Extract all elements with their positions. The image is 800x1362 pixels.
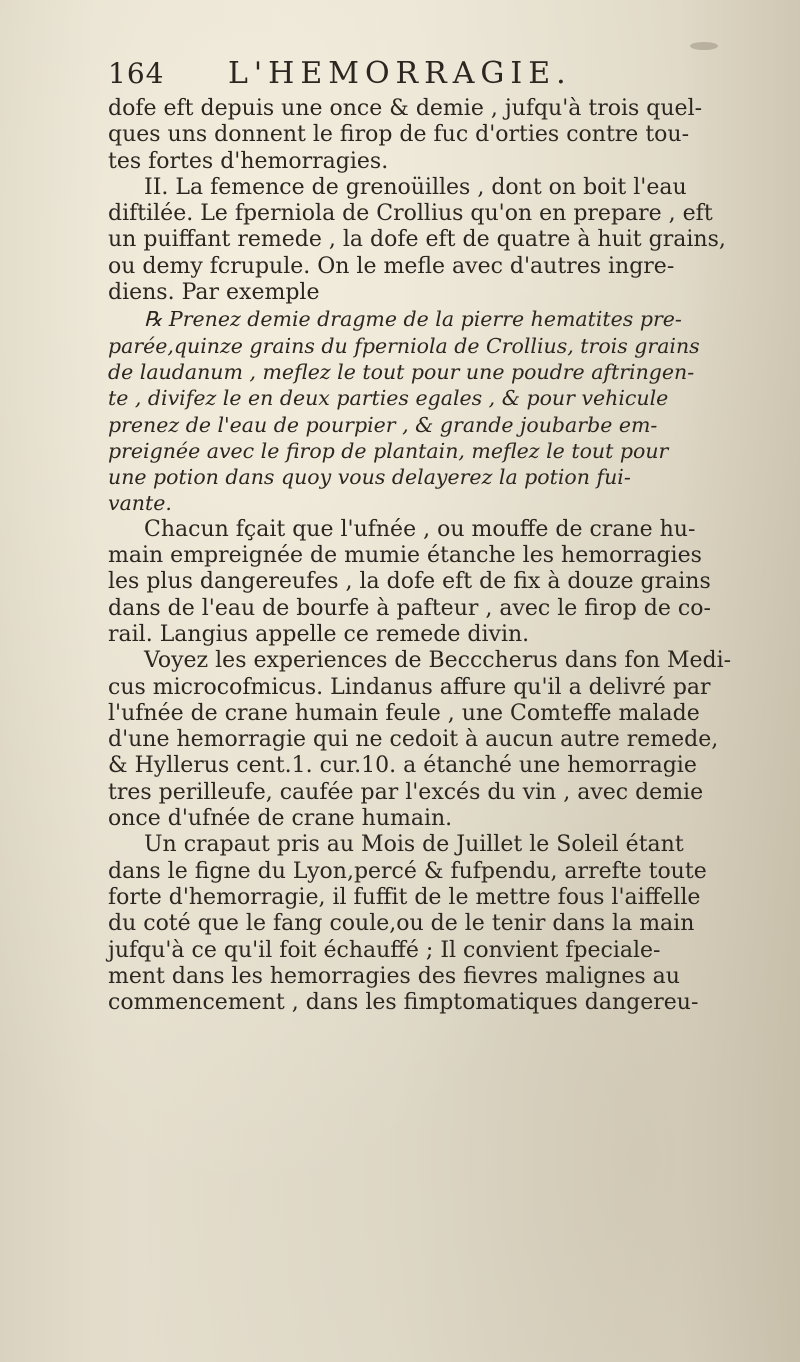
text-line: jufqu'à ce qu'il foit échauffé ; Il convient fpeciale- bbox=[108, 937, 661, 963]
text-line: tres perilleufe, caufée par l'excés du vin , avec demie bbox=[108, 779, 704, 805]
text-line: main empreignée de mumie étanche les hemorragies bbox=[108, 543, 702, 569]
text-line: forte d'hemorragie, il fuffit de le mettre fous l'aiffelle bbox=[108, 884, 701, 910]
text-line: Voyez les experiences de Becccherus dans fon Medi- bbox=[144, 648, 732, 674]
text-line: ques uns donnent le firop de fuc d'orties contre tou- bbox=[108, 122, 690, 148]
text-line: & Hyllerus cent.1. cur.10. a étanché une hemorragie bbox=[108, 753, 697, 779]
text-line: diftilée. Le fperniola de Crollius qu'on en prepare , eft bbox=[108, 201, 713, 227]
text-line: te , divifez le en deux parties egales , & pour vehicule bbox=[108, 386, 669, 411]
text-line: prenez de l'eau de pourpier , & grande joubarbe em- bbox=[108, 412, 658, 437]
running-head: L'HEMORRAGIE. bbox=[228, 56, 572, 91]
text-line: ℞ Prenez demie dragme de la pierre hematites pre- bbox=[144, 307, 682, 332]
text-line: du coté que le fang coule,ou de le tenir dans la main bbox=[108, 911, 695, 937]
text-line: II. La femence de grenoüilles , dont on boit l'eau bbox=[144, 174, 687, 200]
text-line: un puiffant remede , la dofe eft de quatre à huit grains, bbox=[108, 227, 726, 253]
text-line: dans le figne du Lyon,percé & fufpendu, arrefte toute bbox=[108, 858, 707, 884]
text-line: diens. Par exemple bbox=[108, 280, 320, 306]
text-line: Chacun fçait que l'ufnée , ou mouffe de crane hu- bbox=[144, 516, 696, 542]
text-line: ou demy fcrupule. On le mefle avec d'autres ingre- bbox=[108, 253, 675, 279]
text-line: vante. bbox=[108, 491, 172, 516]
text-line: commencement , dans les fimptomatiques dangereu- bbox=[108, 990, 699, 1016]
paper-stain bbox=[690, 42, 718, 50]
text-line: dans de l'eau de bourfe à pafteur , avec le firop de co- bbox=[108, 595, 711, 621]
page-text bbox=[108, 56, 778, 1016]
text-line: parée,quinze grains du fperniola de Crollius, trois grains bbox=[108, 333, 700, 358]
page-number: 164 bbox=[108, 57, 165, 90]
text-line: dofe eft depuis une once & demie , jufqu'à trois quel- bbox=[108, 96, 703, 121]
text-line: d'une hemorragie qui ne cedoit à aucun autre remede, bbox=[108, 727, 719, 753]
text-line: cus microcofmicus. Lindanus affure qu'il a delivré par bbox=[108, 674, 711, 700]
page-header bbox=[108, 56, 778, 96]
text-line: once d'ufnée de crane humain. bbox=[108, 806, 453, 832]
text-line: l'ufnée de crane humain feule , une Comteffe malade bbox=[108, 700, 700, 726]
text-line: rail. Langius appelle ce remede divin. bbox=[108, 621, 530, 647]
text-line: ment dans les hemorragies des fievres malignes au bbox=[108, 963, 680, 989]
text-line: tes fortes d'hemorragies. bbox=[108, 148, 389, 174]
text-line: les plus dangereufes , la dofe eft de fix à douze grains bbox=[108, 569, 711, 595]
text-line: Un crapaut pris au Mois de Juillet le Soleil étant bbox=[144, 832, 684, 858]
text-line: une potion dans quoy vous delayerez la potion fui- bbox=[108, 465, 631, 490]
text-line: de laudanum , meflez le tout pour une poudre aftringen- bbox=[108, 359, 695, 384]
text-line: preignée avec le firop de plantain, meflez le tout pour bbox=[108, 438, 669, 463]
